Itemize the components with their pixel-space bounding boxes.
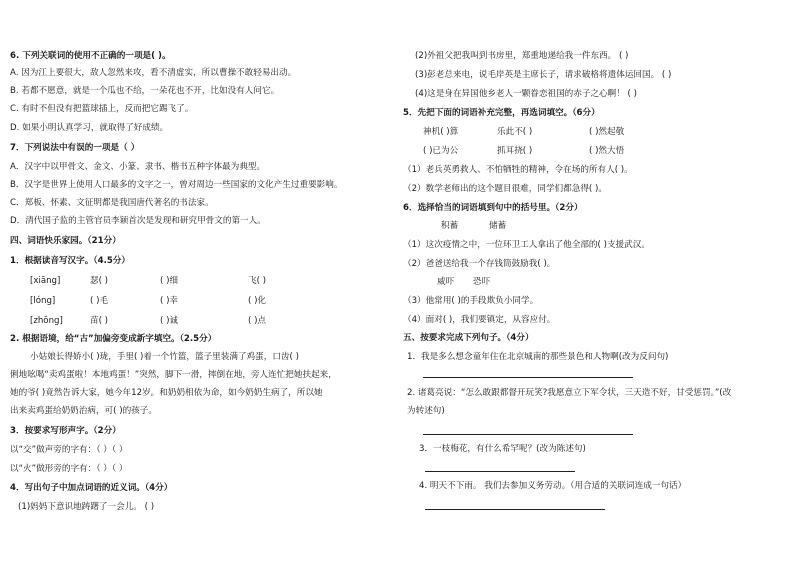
sub3-line-2: 以“火”做形旁的字有：（ ）（ ） (10, 464, 128, 474)
blank-zhong-3: ( )点 (248, 316, 267, 326)
answer-line-2[interactable] (423, 425, 633, 435)
blank-long-2: ( )幸 (160, 296, 179, 306)
q5-sentence-2: （2）数学老师出的这个题目很难，同学们都急得( )。 (403, 184, 607, 194)
answer-line-1[interactable] (423, 368, 633, 378)
q6-option-a: A. 因为江上要很大，敌人忽然来攻，看不清虚实，所以曹操不敢轻易出动。 (10, 68, 297, 78)
pinyin-zhong: [zhōng] (30, 316, 63, 326)
q6r-sentence-2: （2）爸爸送给我一个存钱筒鼓励我( )。 (403, 259, 556, 269)
q7-option-b: B．汉字是世界上使用人口最多的文字之一，曾对周边一些国家的文化产生过重要影响。 (10, 180, 343, 190)
word-option-weihe: 威吓 (437, 277, 455, 287)
sub4-line-1: (1)妈妈下意识地踌躇了一会儿。 ( ) (18, 502, 155, 512)
idiom-1: 神机( )算 (423, 127, 459, 137)
q7-option-d: D．清代国子监的主管官员李颖首次是发现和研究甲骨文的第一人。 (10, 216, 266, 226)
task-2-line-a: 2. 诸葛亮说：“怎么敢跟都督开玩笑?我愿意立下军令状，三天造不好，甘受惩罚。”(改 (407, 388, 732, 398)
sub1-title: 1．根据读音写汉字。（4.5分） (10, 256, 131, 266)
q6r-sentence-4: （4）面对( )，我们要镇定，从容应付。 (403, 315, 556, 325)
idiom-4: ( )已为公 (423, 146, 459, 156)
q6-option-c: C. 有时不但没有把篮球插上，反而把它踢飞了。 (10, 104, 194, 114)
sub2-para-1: 小姑娘长得娇小( )珑，手里( )着一个竹篮，篮子里装满了鸡蛋，口齿( ) (30, 352, 299, 362)
q7-option-a: A．汉字中以甲骨文、金文、小篆、隶书、楷书五种字体最为典型。 (10, 162, 266, 172)
sub3-title: 3．按要求写形声字。（2分） (10, 426, 121, 436)
q6r-sentence-3: （3）他常用( )的手段欺负小同学。 (403, 296, 539, 306)
question-7-title: 7．下列说法中有误的一项是（ ） (10, 143, 140, 153)
blank-long-1: ( )毛 (90, 296, 109, 306)
answer-line-3[interactable] (425, 462, 575, 472)
q6-option-b: B. 若都不愿意，就是一个瓜也不给，一朵花也不开，比如没有人问它。 (10, 86, 280, 96)
sub2-para-4: 出来卖鸡蛋给奶奶治病，可( )的孩子。 (10, 406, 157, 416)
word-option-chuxu: 储蓄 (489, 221, 507, 231)
section-4-title: 四、词语快乐家园。（21分） (10, 236, 121, 246)
blank-xiang-2: ( )细 (160, 276, 179, 286)
idiom-6: ( )然大悟 (589, 146, 625, 156)
idiom-3: ( )然起敬 (589, 127, 625, 137)
idiom-5: 抓耳挠( ) (497, 146, 533, 156)
blank-zhong-2: ( )诚 (160, 316, 179, 326)
task-2-line-b: 为转述句) (407, 406, 445, 416)
blank-xiang-1: 瑟( ) (90, 276, 109, 286)
pinyin-long: [lóng] (30, 296, 56, 306)
question-6r-title: 6．选择恰当的词语填到句中的括号里。（2分） (403, 203, 583, 213)
word-option-konghe: 恐吓 (473, 277, 491, 287)
task-1: 1．我是多么想念童年住在北京城南的那些景色和人物啊(改为反问句) (407, 352, 669, 362)
question-6-title: 6. 下列关联词的使用不正确的一项是( )。 (10, 51, 171, 61)
idiom-2: 乐此不( ) (497, 127, 533, 137)
blank-zhong-1: 苗( ) (90, 316, 109, 326)
word-option-jixu: 积蓄 (441, 221, 459, 231)
answer-line-4[interactable] (425, 500, 605, 510)
synonym-4: (4)这是身在异国他乡老人一颗眷恋祖国的赤子之心啊！ ( ) (415, 89, 637, 99)
q7-option-c: C．郑板、怀素、文征明都是我国唐代著名的书法家。 (10, 198, 214, 208)
q6r-sentence-1: （1）这次疫情之中，一位环卫工人拿出了他全部的( )支援武汉。 (403, 240, 650, 250)
sub2-para-3: 她的爷( )竟然告诉大家，她今年12岁。和奶奶相依为命，如今奶奶生病了，所以她 (10, 388, 323, 398)
question-5-title: 5．先把下面的词语补充完整，再选词填空。（6分） (403, 108, 600, 118)
synonym-3: (3)彭老总来电，说毛岸英是主席长子，请求破格将遗体运回国。 ( ) (415, 70, 672, 80)
q5-sentence-1: （1）老兵英勇救人、不怕牺牲的精神，令在场的所有人( )。 (403, 165, 633, 175)
sub3-line-1: 以“交”做声旁的字有：（ ）（ ） (10, 445, 128, 455)
right-column (397, 0, 794, 562)
synonym-2: (2)外祖父把我叫到书房里，郑重地递给我一件东西。 ( ) (415, 51, 629, 61)
sub4-title: 4．写出句子中加点词语的近义词。（4分） (10, 483, 173, 493)
q6-option-d: D. 如果小明认真学习，就取得了好成绩。 (10, 123, 169, 133)
blank-long-3: ( )化 (248, 296, 267, 306)
pinyin-xiang: [xiāng] (30, 276, 61, 286)
blank-xiang-3: 飞( ) (248, 276, 267, 286)
task-3: 3．一枝梅花，有什么希罕呢？(改为陈述句) (419, 444, 586, 454)
sub2-para-2: 俐地吆喝“卖鸡蛋啦！本地鸡蛋！”突然，脚下一滑，摔倒在地，旁人连忙把她扶起来， (10, 370, 337, 380)
task-4: 4. 明天不下雨。 我们去参加义务劳动。（用合适的关联词连成一句话） (419, 481, 687, 491)
section-5-title: 五、按要求完成下列句子。（4分） (403, 333, 534, 343)
sub2-title: 2. 根据语境，给“古”加偏旁变成新字填空。（2.5分） (10, 334, 217, 344)
